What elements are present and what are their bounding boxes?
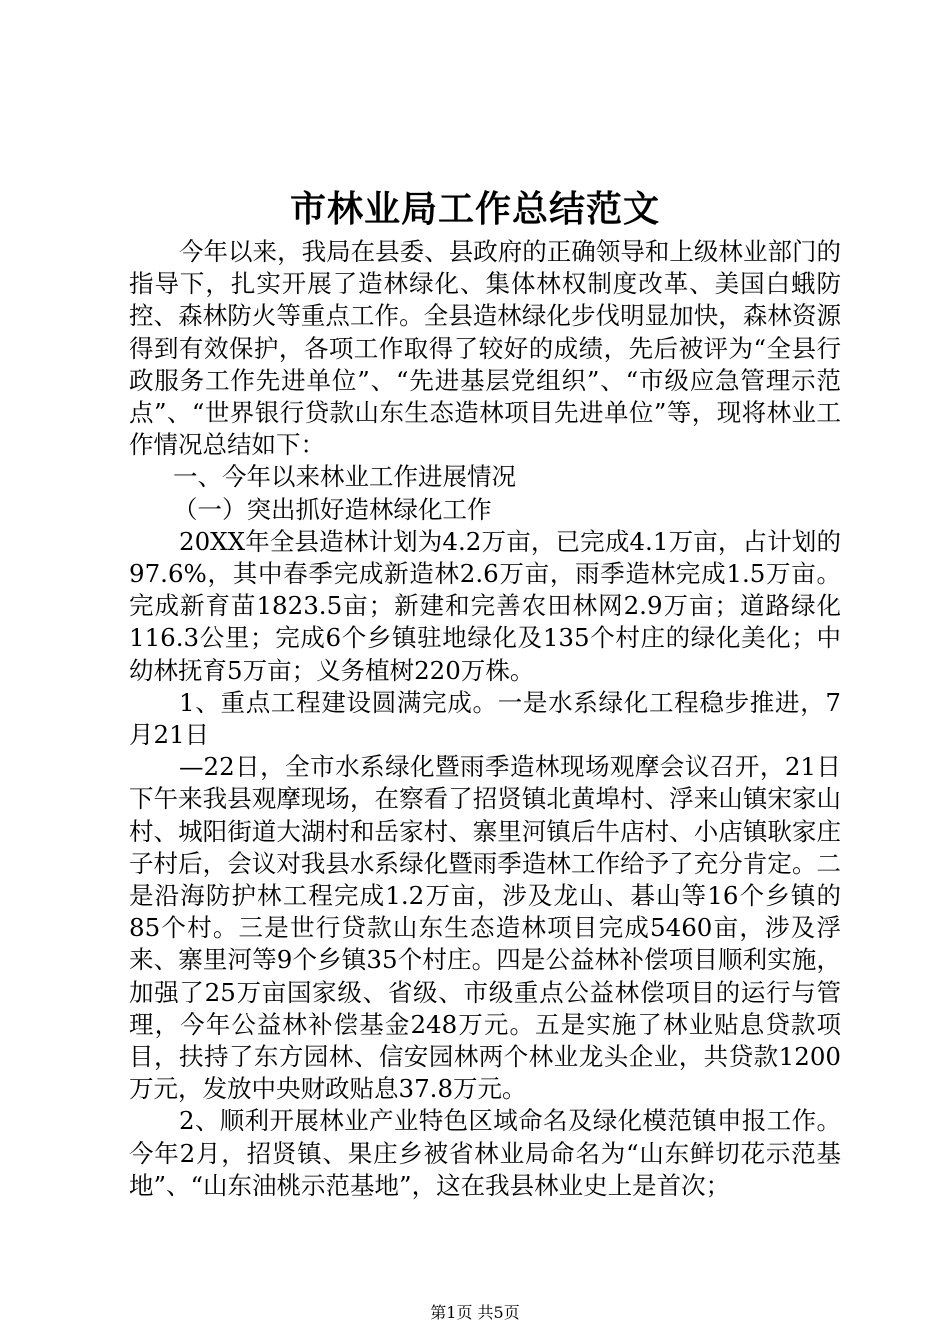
afforestation-paragraph: 20XX年全县造林计划为4.2万亩，已完成4.1万亩，占计划的97.6%，其中春季完成新造林2.6万亩，雨季造林完成1.5万亩。完成新育苗1823.5亩；新建和完善农田林网2.9万亩；道路绿化116.3公里；完成6个乡镇驻地绿化及135个村庄的绿化美化；中幼林抚育5万亩；义务植树220万株。	[129, 526, 841, 685]
intro-paragraph: 今年以来，我局在县委、县政府的正确领导和上级林业部门的指导下，扎实开展了造林绿化、集体林权制度改革、美国白蛾防控、森林防火等重点工作。全县造林绿化步伐明显加快，森林资源得到有效保护，各项工作取得了较好的成绩，先后被评为“全县行政服务工作先进单位”、“先进基层党组织”、“市级应急管理示范点”、“世界银行贷款山东生态造林项目先进单位”等，现将林业工作情况总结如下：	[129, 237, 841, 460]
page-number: 第1页 共5页	[430, 1303, 520, 1322]
section-heading: 一、今年以来林业工作进展情况	[173, 462, 516, 492]
key-projects-paragraph: 1、重点工程建设圆满完成。一是水系绿化工程稳步推进，7月21日	[129, 687, 841, 750]
subsection-heading: （一）突出抓好造林绿化工作	[173, 494, 492, 524]
document-title: 市林业局工作总结范文	[289, 188, 660, 230]
document-body	[129, 236, 841, 1202]
industry-paragraph: 2、顺利开展林业产业特色区域命名及绿化模范镇申报工作。今年2月，招贤镇、果庄乡被省林业局命名为“山东鲜切花示范基地”、“山东油桃示范基地”，这在我县林业史上是首次；	[129, 1106, 841, 1200]
projects-detail-paragraph: —22日，全市水系绿化暨雨季造林现场观摩会议召开，21日下午来我县观摩现场，在察看了招贤镇北黄埠村、浮来山镇宋家山村、城阳街道大湖村和岳家村、寨里河镇后牛店村、小店镇耿家庄子村后，会议对我县水系绿化暨雨季造林工作给予了充分肯定。二是沿海防护林工程完成1.2万亩，涉及龙山、碁山等16个乡镇的85个村。三是世行贷款山东生态造林项目完成5460亩，涉及浮来、寨里河等9个乡镇35个村庄。四是公益林补偿项目顺利实施，加强了25万亩国家级、省级、市级重点公益林偿项目的运行与管理，今年公益林补偿基金248万元。五是实施了林业贴息贷款项目，扶持了东方园林、信安园林两个林业龙头企业，共贷款1200万元，发放中央财政贴息37.8万元。	[129, 752, 841, 1104]
